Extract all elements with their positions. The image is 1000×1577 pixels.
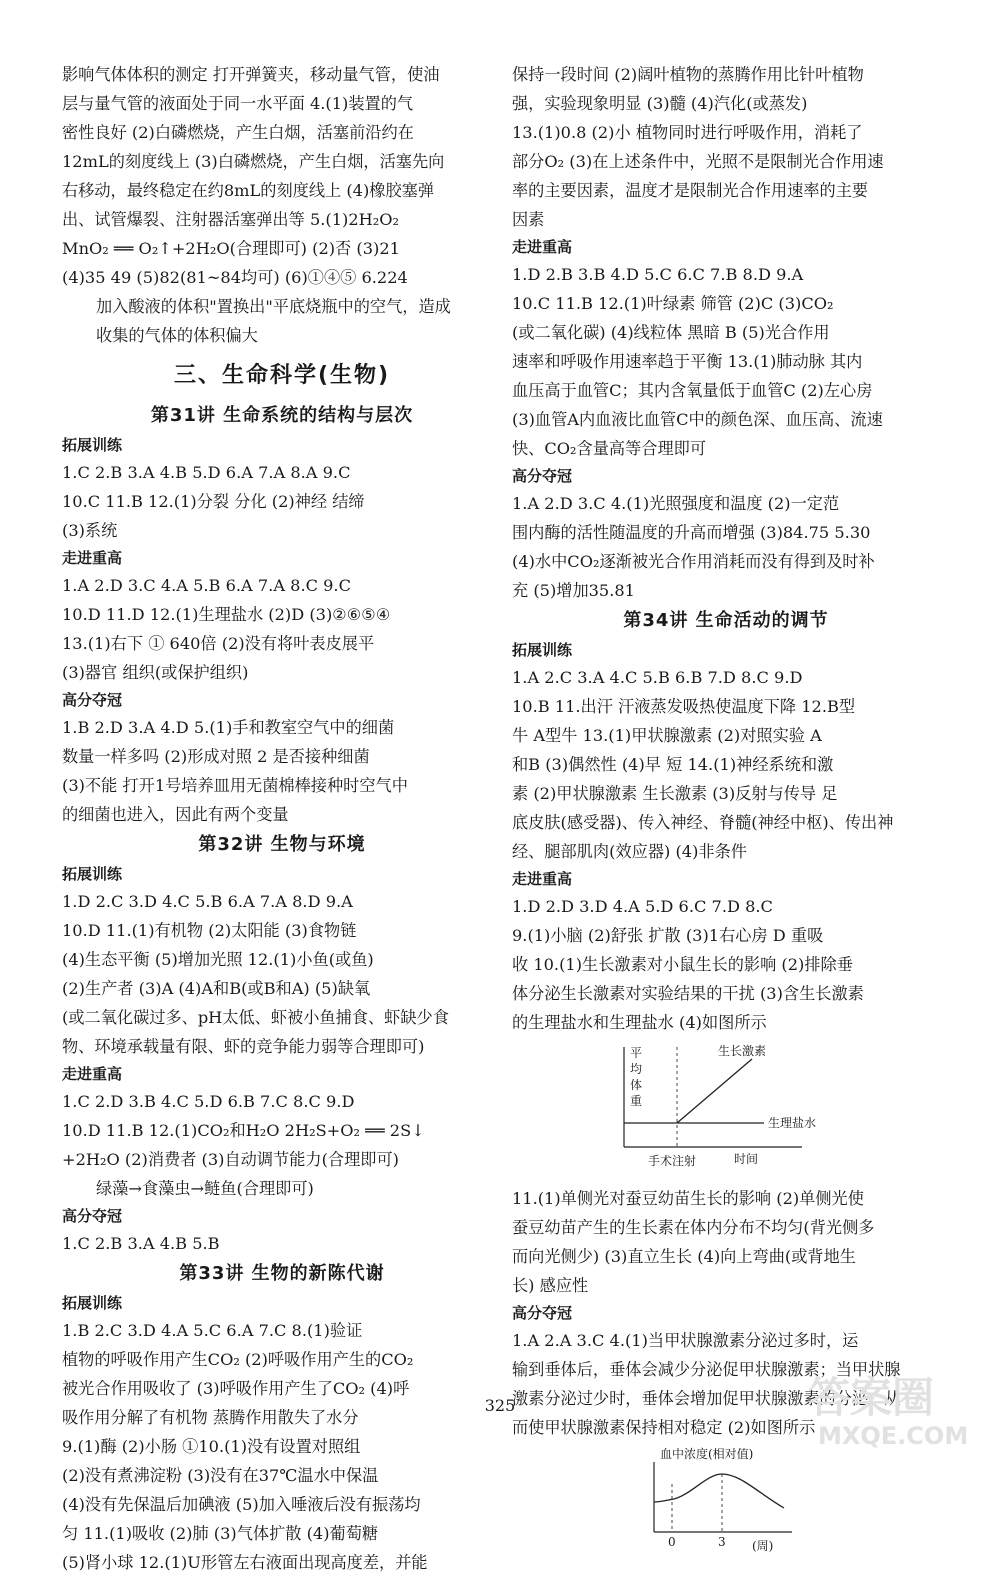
answer-line: 1.C 2.B 3.A 4.B 5.D 6.A 7.A 8.A 9.C <box>62 463 351 482</box>
answer-line: 9.(1)小脑 (2)舒张 扩散 (3)1右心房 D 重吸 <box>512 926 824 945</box>
answer-line: 1.B 2.D 3.A 4.D 5.(1)手和教室空气中的细菌 <box>62 718 395 737</box>
answer-line: 因素 <box>512 210 545 229</box>
lecture-31-title: 第31讲 生命系统的结构与层次 <box>150 405 414 426</box>
answer-line: 素 (2)甲状腺激素 生长激素 (3)反射与传导 足 <box>512 784 838 803</box>
watermark-logo <box>788 1360 978 1452</box>
l34-key-school-answers <box>512 892 940 1037</box>
answer-line: 的细菌也进入，因此有两个变量 <box>62 805 289 824</box>
answer-line: 9.(1)酶 (2)小肠 ①10.(1)没有设置对照组 <box>62 1437 361 1456</box>
answer-line: 保持一段时间 (2)阔叶植物的蒸腾作用比针叶植物 <box>512 65 864 84</box>
answer-line: 层与量气管的液面处于同一水平面 4.(1)装置的气 <box>62 94 414 113</box>
answer-line: 收 10.(1)生长激素对小鼠生长的影响 (2)排除垂 <box>512 955 853 974</box>
answer-line: 围内酶的活性随温度的升高而增强 (3)84.75 5.30 <box>512 523 871 542</box>
answer-line: 1.B 2.C 3.D 4.A 5.C 6.A 7.C 8.(1)验证 <box>62 1321 363 1340</box>
answer-line: 10.D 11.D 12.(1)生理盐水 (2)D (3)②⑥⑤④ <box>62 605 391 624</box>
lecture-32-title: 第32讲 生物与环境 <box>198 834 366 855</box>
fig1-ylabel-2: 均 <box>630 1062 643 1076</box>
left-intro <box>62 60 502 292</box>
fig1-saline-label: 生理盐水 <box>768 1116 817 1130</box>
answer-line: 匀 11.(1)吸收 (2)肺 (3)气体扩散 (4)葡萄糖 <box>62 1524 379 1543</box>
fig1-ylabel-4: 重 <box>630 1094 643 1108</box>
answer-line: 收集的气体的体积偏大 <box>96 326 258 345</box>
answer-line: 10.D 11.(1)有机物 (2)太阳能 (3)食物链 <box>62 921 357 940</box>
answer-line: 出、试管爆裂、注射器活塞弹出等 5.(1)2H₂O₂ <box>62 210 399 229</box>
answer-line: 充 (5)增加35.81 <box>512 581 635 600</box>
answer-line: 吸作用分解了有机物 蒸腾作用散失了水分 <box>62 1408 359 1427</box>
l32-heading-top-score: 高分夺冠 <box>62 1207 123 1225</box>
fig1-ylabel-3: 体 <box>630 1078 643 1092</box>
answer-line: 13.(1)右下 ① 640倍 (2)没有将叶表皮展平 <box>62 634 375 653</box>
answer-line: (2)生产者 (3)A (4)A和B(或B和A) (5)缺氧 <box>62 979 371 998</box>
answer-line: 部分O₂ (3)在上述条件中，光照不是限制光合作用速 <box>512 152 884 171</box>
fig2-xlabel: (周) <box>752 1539 774 1553</box>
l32-top-score-answers <box>62 1229 502 1258</box>
answer-line: (或二氧化碳过多、pH太低、虾被小鱼捕食、虾缺少食 <box>62 1008 449 1027</box>
answer-line: 血压高于血管C；其内含氧量低于血管C (2)左心房 <box>512 381 873 400</box>
watermark-url-text: MXQE.COM <box>818 1422 969 1450</box>
thyroid-figure <box>512 1444 940 1565</box>
answer-line: (或二氧化碳) (4)线粒体 黑暗 B (5)光合作用 <box>512 323 830 342</box>
answer-line: (3)器官 组织(或保护组织) <box>62 663 249 682</box>
growth-hormone-figure <box>512 1039 940 1180</box>
fig1-hormone-line <box>677 1059 752 1123</box>
answer-line: 加入酸液的体积"置换出"平底烧瓶中的空气，造成 <box>96 297 451 316</box>
page-number: 325 <box>484 1396 516 1415</box>
answer-line: 10.B 11.出汗 汗液蒸发吸热使温度下降 12.B型 <box>512 697 856 716</box>
answer-line: (3)血管A内血液比血管C中的颜色深、血压高、流速 <box>512 410 883 429</box>
answer-line: 数量一样多吗 (2)形成对照 2 是否接种细菌 <box>62 747 370 766</box>
answer-line: (4)水中CO₂逐渐被光合作用消耗而没有得到及时补 <box>512 552 875 571</box>
answer-line: 蚕豆幼苗产生的生长素在体内分布不均匀(背光侧多 <box>512 1218 875 1237</box>
l31-top-score-answers <box>62 713 502 829</box>
right-column <box>512 60 940 1569</box>
answer-line: 的生理盐水和生理盐水 (4)如图所示 <box>512 1013 767 1032</box>
answer-line: 1.D 2.D 3.D 4.A 5.D 6.C 7.D 8.C <box>512 897 773 916</box>
answer-line: 影响气体体积的测定 打开弹簧夹，移动量气管，使油 <box>62 65 440 84</box>
answer-line: 长) 感应性 <box>512 1276 589 1295</box>
answer-line: +2H₂O (2)消费者 (3)自动调节能力(合理即可) <box>62 1150 399 1169</box>
answer-line: 和B (3)偶然性 (4)早 短 14.(1)神经系统和激 <box>512 755 834 774</box>
l31-heading-top-score: 高分夺冠 <box>62 691 123 709</box>
answer-line: 13.(1)0.8 (2)小 植物同时进行呼吸作用，消耗了 <box>512 123 863 142</box>
answer-line: 12mL的刻度线上 (3)白磷燃烧，产生白烟，活塞先向 <box>62 152 445 171</box>
answer-line: 1.D 2.B 3.B 4.D 5.C 6.C 7.B 8.D 9.A <box>512 265 804 284</box>
fig2-tick-3: 3 <box>718 1535 726 1549</box>
r-key-school-answers <box>512 260 940 463</box>
l31-key-school-answers <box>62 571 502 687</box>
answer-line: (3)系统 <box>62 521 118 540</box>
l32-heading-extension: 拓展训练 <box>62 865 123 883</box>
answer-line: 速率和呼吸作用速率趋于平衡 13.(1)肺动脉 其内 <box>512 352 863 371</box>
right-intro <box>512 60 940 234</box>
section-title: 三、生命科学(生物) <box>173 363 391 388</box>
answer-line: (5)肾小球 12.(1)U形管左右液面出现高度差，并能 <box>62 1553 428 1572</box>
l31-extension-answers <box>62 458 502 545</box>
lecture-34-title: 第34讲 生命活动的调节 <box>623 610 829 631</box>
answer-line: 强，实验现象明显 (3)髓 (4)汽化(或蒸发) <box>512 94 808 113</box>
answer-line: 1.A 2.A 3.C 4.(1)当甲状腺激素分泌过多时，运 <box>512 1331 859 1350</box>
answer-line: 植物的呼吸作用产生CO₂ (2)呼吸作用产生的CO₂ <box>62 1350 414 1369</box>
r-heading-key-school: 走进重高 <box>512 238 573 256</box>
fig2-curve <box>654 1474 784 1508</box>
answer-line: 物、环境承载量有限、虾的竞争能力弱等合理即可) <box>62 1037 425 1056</box>
l32-extension-answers <box>62 887 502 1061</box>
answer-line: MnO₂ ══ O₂↑+2H₂O(合理即可) (2)否 (3)21 <box>62 239 400 258</box>
lecture-33-title: 第33讲 生物的新陈代谢 <box>179 1263 385 1284</box>
l31-heading-extension: 拓展训练 <box>62 436 123 454</box>
l34-key-school-answers-cont <box>512 1184 940 1300</box>
r-heading-top-score: 高分夺冠 <box>512 467 573 485</box>
l34-heading-top-score: 高分夺冠 <box>512 1304 573 1322</box>
answer-line: 右移动，最终稳定在约8mL的刻度线上 (4)橡胶塞弹 <box>62 181 435 200</box>
answer-line: 体分泌生长激素对实验结果的干扰 (3)含生长激素 <box>512 984 864 1003</box>
answer-line: 1.A 2.D 3.C 4.(1)光照强度和温度 (2)一定范 <box>512 494 840 513</box>
answer-line: 1.A 2.D 3.C 4.A 5.B 6.A 7.A 8.C 9.C <box>62 576 351 595</box>
answer-line: 1.D 2.C 3.D 4.C 5.B 6.A 7.A 8.D 9.A <box>62 892 353 911</box>
l32-food-chain-line: 绿藻→食藻虫→鲢鱼(合理即可) <box>96 1179 314 1198</box>
answer-line: 1.C 2.B 3.A 4.B 5.B <box>62 1234 220 1253</box>
l33-extension-answers <box>62 1316 502 1577</box>
left-intro-indent <box>62 292 502 350</box>
answer-line: 10.D 11.B 12.(1)CO₂和H₂O 2H₂S+O₂ ══ 2S↓ <box>62 1121 425 1140</box>
fig1-ylabel-1: 平 <box>630 1046 643 1060</box>
answer-line: 1.C 2.D 3.B 4.C 5.D 6.B 7.C 8.C 9.D <box>62 1092 355 1111</box>
l34-heading-extension: 拓展训练 <box>512 641 573 659</box>
l32-key-school-answers <box>62 1087 502 1174</box>
answer-line: 底皮肤(感受器)、传入神经、脊髓(神经中枢)、传出神 <box>512 813 894 832</box>
l31-heading-key-school: 走进重高 <box>62 549 123 567</box>
answer-line: 被光合作用吸收了 (3)呼吸作用产生了CO₂ (4)呼 <box>62 1379 410 1398</box>
fig2-tick-0: 0 <box>668 1535 676 1549</box>
answer-line: 率的主要因素，温度才是限制光合作用速率的主要 <box>512 181 869 200</box>
l32-heading-key-school: 走进重高 <box>62 1065 123 1083</box>
left-column <box>62 60 502 1577</box>
fig1-event-label: 手术注射 <box>648 1154 697 1168</box>
answer-line: (3)不能 打开1号培养皿用无菌棉棒接种时空气中 <box>62 776 408 795</box>
answer-line: 10.C 11.B 12.(1)分裂 分化 (2)神经 结缔 <box>62 492 365 511</box>
answer-line: 牛 A型牛 13.(1)甲状腺激素 (2)对照实验 A <box>512 726 822 745</box>
answer-line: 密性良好 (2)白磷燃烧，产生白烟，活塞前沿约在 <box>62 123 414 142</box>
watermark-main-text: 答案圈 <box>808 1373 935 1422</box>
answer-line: 经、腿部肌肉(效应器) (4)非条件 <box>512 842 747 861</box>
answer-line: 快、CO₂含量高等合理即可 <box>512 439 707 458</box>
answer-line: (2)没有煮沸淀粉 (3)没有在37℃温水中保温 <box>62 1466 379 1485</box>
fig2-ylabel: 血中浓度(相对值) <box>660 1447 754 1461</box>
answer-line: (4)生态平衡 (5)增加光照 12.(1)小鱼(或鱼) <box>62 950 374 969</box>
l34-heading-key-school: 走进重高 <box>512 870 573 888</box>
answer-line: 而使甲状腺激素保持相对稳定 (2)如图所示 <box>512 1418 816 1437</box>
answer-line: 激素分泌过少时，垂体会增加促甲状腺激素的分泌，从 <box>512 1389 901 1408</box>
answer-line: 1.A 2.C 3.A 4.C 5.B 6.B 7.D 8.C 9.D <box>512 668 803 687</box>
fig1-hormone-label: 生长激素 <box>718 1044 767 1058</box>
r-top-score-answers <box>512 489 940 605</box>
l34-extension-answers <box>512 663 940 866</box>
l33-heading-extension: 拓展训练 <box>62 1294 123 1312</box>
fig1-xlabel: 时间 <box>734 1152 759 1166</box>
answer-line: 输到垂体后，垂体会减少分泌促甲状腺激素；当甲状腺 <box>512 1360 901 1379</box>
answer-line: 而向光侧少) (3)直立生长 (4)向上弯曲(或背地生 <box>512 1247 856 1266</box>
answer-line: (4)35 49 (5)82(81~84均可) (6)①④⑤ 6.224 <box>62 268 408 287</box>
answer-line: 10.C 11.B 12.(1)叶绿素 筛管 (2)C (3)CO₂ <box>512 294 834 313</box>
answer-line: (4)没有先保温后加碘液 (5)加入唾液后没有振荡均 <box>62 1495 421 1514</box>
answer-line: 11.(1)单侧光对蚕豆幼苗生长的影响 (2)单侧光使 <box>512 1189 864 1208</box>
